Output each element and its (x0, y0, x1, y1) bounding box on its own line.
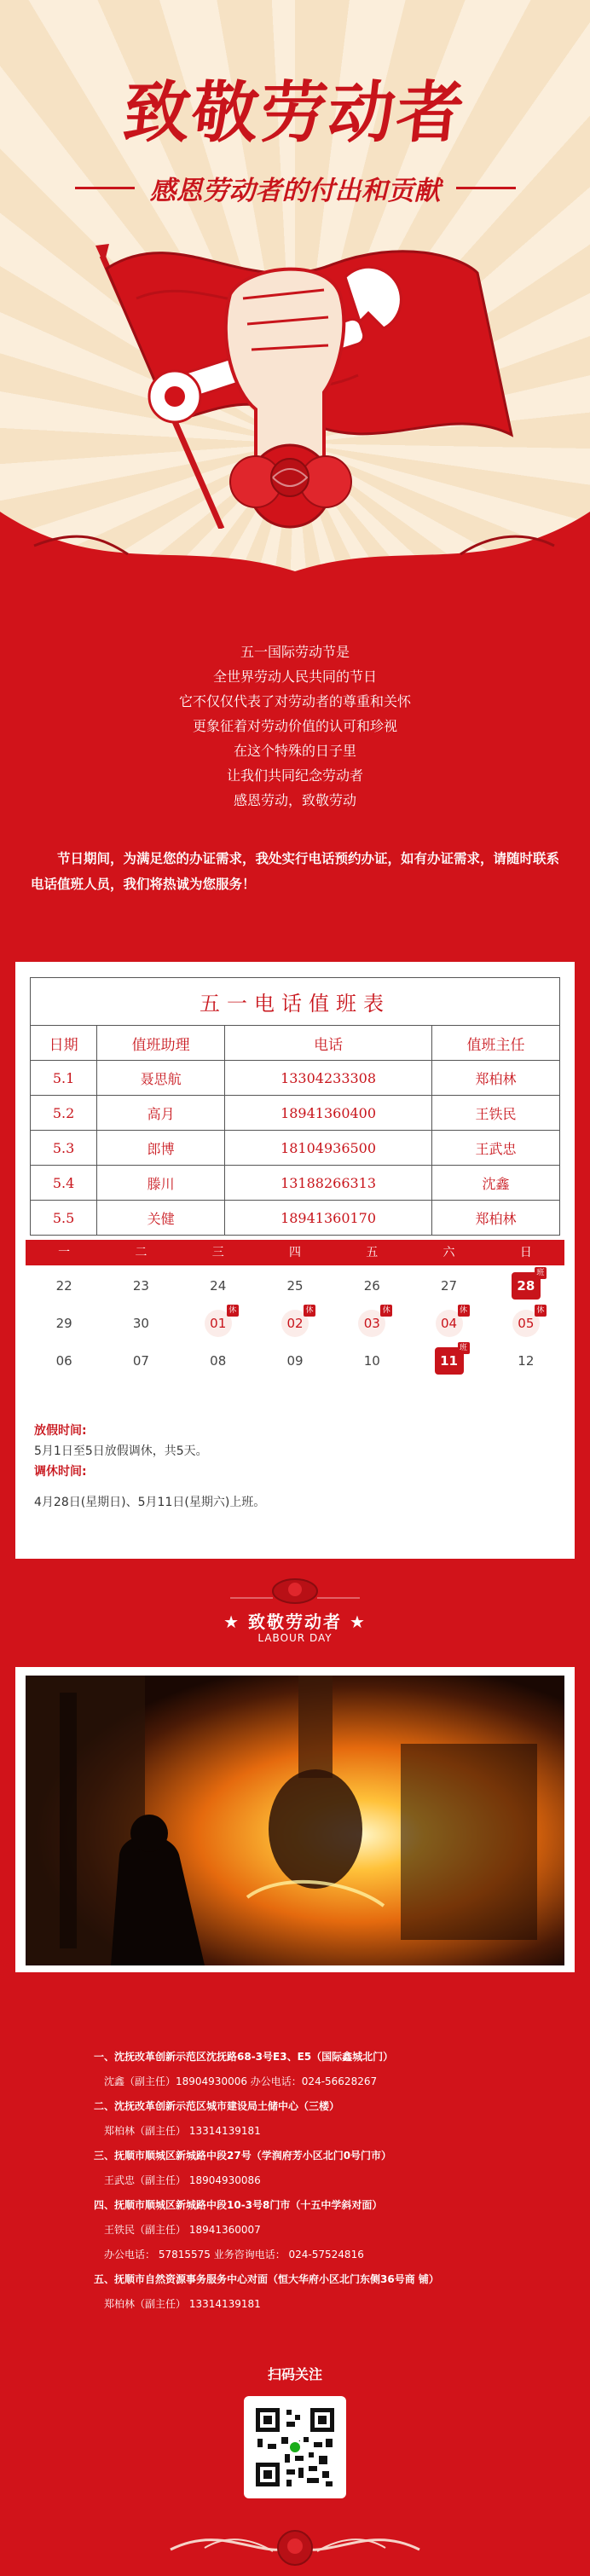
poem-line: 感恩劳动，致敬劳动 (233, 792, 356, 808)
assistant-cell: 郎博 (97, 1131, 225, 1166)
hero-subtitle: 感恩劳动者的付出和贡献 (149, 176, 441, 206)
calendar-day (488, 1347, 564, 1375)
table-row (31, 1166, 560, 1201)
intro-poem (0, 640, 590, 813)
calendar-day (257, 1272, 333, 1300)
flower-icon (278, 2531, 312, 2565)
calendar-notes (34, 1421, 265, 1513)
weekday-label: 一 (58, 1246, 71, 1259)
phone-cell[interactable]: 18941360170 (225, 1201, 432, 1236)
day-number: 27 (441, 1278, 458, 1294)
calendar-day (333, 1347, 410, 1375)
address-title: 五、抚顺市自然资源事务服务中心对面（恒大华府小区北门东侧36号商 铺） (94, 2273, 439, 2285)
address-title: 二、沈抚改革创新示范区城市建设局土储中心（三楼） (94, 2100, 340, 2112)
day-number: 01 (205, 1310, 232, 1337)
banner-subtitle: LABOUR DAY (257, 1632, 333, 1644)
footer-ornament (0, 2498, 590, 2576)
calendar-day (488, 1306, 564, 1337)
director-cell: 王铁民 (432, 1096, 560, 1131)
director-cell: 郑柏林 (432, 1061, 560, 1096)
address-contact: 王铁民（副主任） 18941360007 (104, 2224, 261, 2236)
holiday-badge: 休 (227, 1305, 239, 1317)
day-number: 29 (55, 1316, 72, 1331)
table-row (31, 1061, 560, 1096)
steelworker-photo (26, 1676, 564, 1965)
divider-line (75, 187, 135, 189)
holiday-badge: 休 (380, 1305, 392, 1317)
column-header: 值班主任 (432, 1026, 560, 1061)
phone-cell[interactable]: 13188266313 (225, 1166, 432, 1201)
calendar-day (410, 1272, 487, 1300)
day-number: 11 (435, 1347, 464, 1375)
calendar-day (102, 1310, 179, 1337)
duty-table (30, 977, 560, 1236)
calendar-weekday-header (26, 1240, 564, 1265)
poem-line: 更象征着对劳动价值的认可和珍视 (192, 718, 397, 734)
day-number: 03 (358, 1310, 385, 1337)
weekday-label: 二 (135, 1246, 148, 1259)
phone-cell[interactable]: 18941360400 (225, 1096, 432, 1131)
director-cell: 沈鑫 (432, 1166, 560, 1201)
assistant-cell: 高月 (97, 1096, 225, 1131)
day-number: 09 (286, 1353, 304, 1369)
banner-title (0, 1608, 590, 1633)
qr-code-icon (244, 2396, 346, 2498)
calendar-day (180, 1347, 257, 1375)
service-notice: 节日期间，为满足您的办证需求，我处实行电话预约办证，如有办证需求，请随时联系电话值班人员，我们将热诚为您服务！ (31, 851, 560, 892)
holiday-label: 放假时间: (34, 1424, 87, 1438)
day-number: 23 (132, 1278, 149, 1294)
weekday-label: 六 (442, 1246, 455, 1259)
duty-table-title: 五一电话值班表 (30, 977, 560, 1025)
calendar-day (410, 1344, 487, 1375)
day-number: 07 (132, 1353, 149, 1369)
calendar-grid (26, 1269, 564, 1375)
date-cell: 5.1 (31, 1061, 97, 1096)
poem-line: 五一国际劳动节是 (240, 644, 350, 660)
workday-label: 调休时间: (34, 1465, 87, 1479)
day-number: 26 (363, 1278, 380, 1294)
assistant-cell: 关健 (97, 1201, 225, 1236)
calendar-day (26, 1272, 102, 1300)
day-number: 02 (281, 1310, 309, 1337)
calendar-day (102, 1347, 179, 1375)
weekday-label: 五 (366, 1246, 379, 1259)
poem-line: 全世界劳动人民共同的节日 (212, 669, 377, 685)
schedule-card (15, 962, 575, 1559)
table-row (31, 1131, 560, 1166)
date-cell: 5.2 (31, 1096, 97, 1131)
calendar-day (333, 1272, 410, 1300)
calendar-day (488, 1269, 564, 1300)
star-icon: ★ (223, 1612, 248, 1632)
column-header: 电话 (225, 1026, 432, 1061)
holiday-badge: 休 (304, 1305, 315, 1317)
hero-title: 致敬劳动者 (119, 75, 469, 152)
day-number: 28 (512, 1272, 541, 1300)
calendar-day (257, 1306, 333, 1337)
table-row (31, 1096, 560, 1131)
hero-banner (0, 0, 590, 614)
workday-text: 4月28日(星期日)、5月11日(星期六)上班。 (34, 1496, 266, 1509)
day-number: 08 (210, 1353, 227, 1369)
director-cell: 郑柏林 (432, 1201, 560, 1236)
qr-title: 扫码关注 (267, 2366, 322, 2382)
phone-cell[interactable]: 13304233308 (225, 1061, 432, 1096)
day-number: 30 (132, 1316, 149, 1331)
day-number: 25 (286, 1278, 304, 1294)
address-title: 三、抚顺市顺城区新城路中段27号（学润府芳小区北门0号门市） (94, 2150, 392, 2162)
calendar-day (410, 1306, 487, 1337)
address-title: 四、抚顺市顺城区新城路中段10-3号8门市（十五中学斜对面） (94, 2199, 383, 2211)
day-number: 04 (436, 1310, 463, 1337)
table-row (31, 1201, 560, 1236)
weekday-label: 三 (211, 1246, 224, 1259)
calendar-day (26, 1310, 102, 1337)
holiday-text: 5月1日至5日放假调休，共5天。 (34, 1444, 208, 1458)
qr-code[interactable] (244, 2396, 346, 2498)
calendar-day (26, 1347, 102, 1375)
calendar-day (257, 1347, 333, 1375)
day-number: 12 (518, 1353, 535, 1369)
day-number: 24 (210, 1278, 227, 1294)
address-title: 一、沈抚改革创新示范区沈抚路68-3号E3、E5（国际鑫城北门） (94, 2051, 394, 2063)
workday-badge: 班 (458, 1342, 470, 1354)
office-address-list (94, 2045, 571, 2317)
assistant-cell: 聂思航 (97, 1061, 225, 1096)
date-cell: 5.5 (31, 1201, 97, 1236)
weekday-label: 四 (288, 1246, 301, 1259)
divider-line (456, 187, 516, 189)
address-contact: 王武忠（副主任） 18904930086 (104, 2174, 261, 2186)
address-contact: 沈鑫（副主任）18904930006 办公电话：024-56628267 (104, 2075, 378, 2087)
photo-frame (15, 1667, 575, 1972)
director-cell: 王武忠 (432, 1131, 560, 1166)
banner-title-text: 致敬劳动者 (248, 1612, 342, 1632)
weekday-label: 日 (519, 1246, 532, 1259)
column-header: 日期 (31, 1026, 97, 1061)
flower-ornament-icon (0, 1560, 590, 1612)
address-contact: 郑柏林（副主任） 13314139181 (104, 2125, 261, 2137)
holiday-badge: 休 (535, 1305, 547, 1317)
calendar-day (333, 1306, 410, 1337)
poem-line: 它不仅仅代表了对劳动者的尊重和关怀 (178, 693, 411, 709)
hero-subtitle-row (0, 169, 590, 207)
star-icon: ★ (342, 1612, 367, 1632)
poem-line: 在这个特殊的日子里 (233, 743, 356, 759)
day-number: 05 (512, 1310, 540, 1337)
address-contact: 办公电话： 57815575 业务咨询电话： 024-57524816 (104, 2249, 364, 2261)
holiday-badge: 休 (458, 1305, 470, 1317)
poem-line: 让我们共同纪念劳动者 (226, 767, 363, 784)
date-cell: 5.4 (31, 1166, 97, 1201)
phone-cell[interactable]: 18104936500 (225, 1131, 432, 1166)
assistant-cell: 滕川 (97, 1166, 225, 1201)
table-header-row (31, 1026, 560, 1061)
date-cell: 5.3 (31, 1131, 97, 1166)
workday-badge: 班 (535, 1267, 547, 1279)
hero-bottom-wave (0, 478, 590, 614)
calendar-day (180, 1272, 257, 1300)
column-header: 值班助理 (97, 1026, 225, 1061)
day-number: 06 (55, 1353, 72, 1369)
calendar-day (102, 1272, 179, 1300)
address-contact: 郑柏林（副主任） 13314139181 (104, 2298, 261, 2310)
day-number: 10 (363, 1353, 380, 1369)
calendar-day (180, 1306, 257, 1337)
day-number: 22 (55, 1278, 72, 1294)
